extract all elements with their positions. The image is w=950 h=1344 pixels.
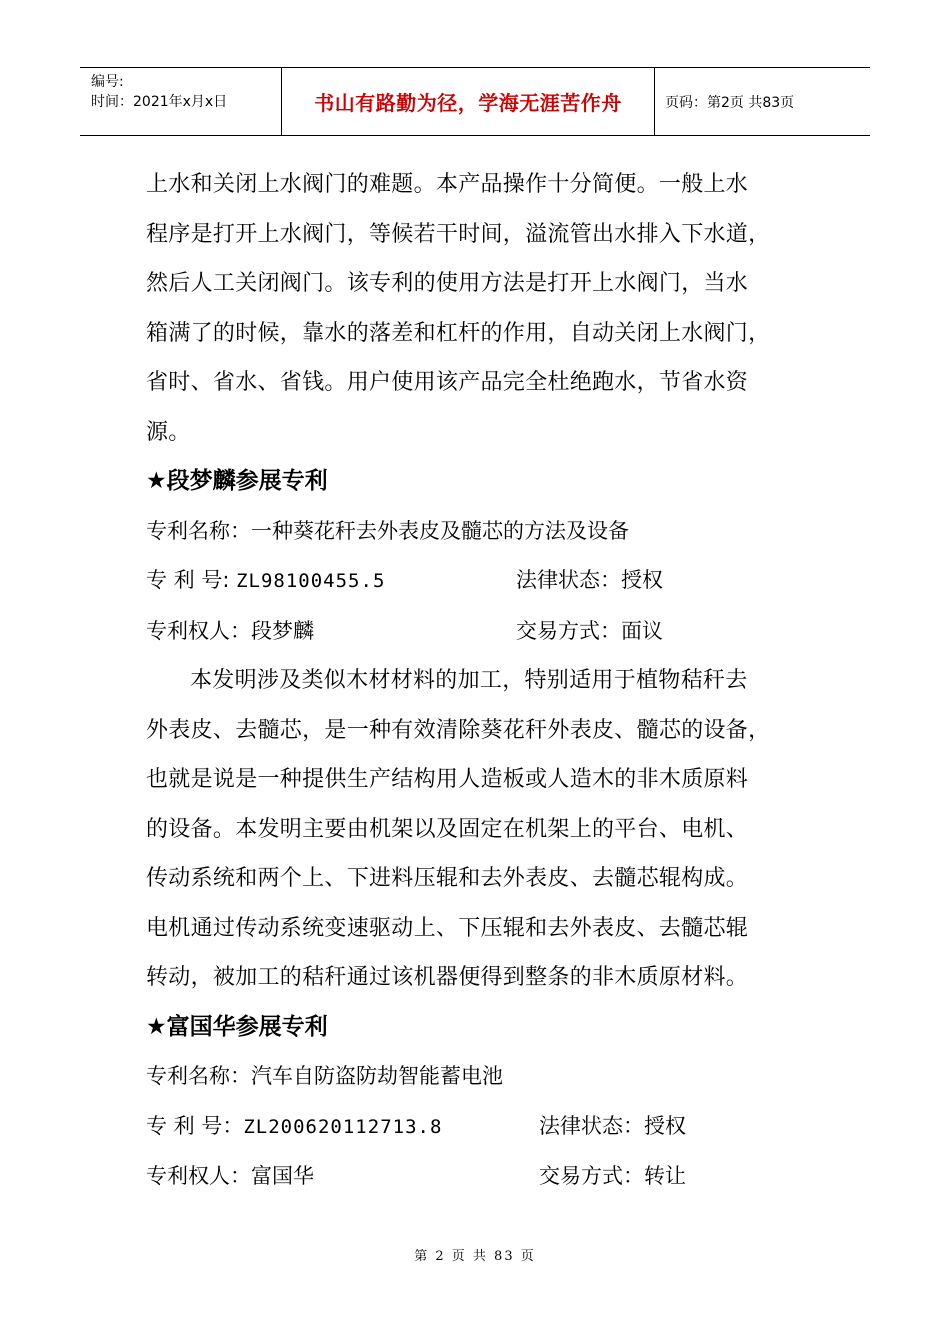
- text-line: 也就是说是一种提供生产结构用人造板或人造木的非木质原料: [146, 767, 749, 792]
- header-page-cell: [655, 68, 870, 135]
- patent-name: 专利名称：汽车自防盗防劫智能蓄电池: [146, 1064, 503, 1088]
- section-title: ★段梦麟参展专利: [146, 468, 328, 494]
- patent-number: ZL200620112713.8: [243, 1115, 443, 1138]
- legal-status: 法律状态：授权: [539, 1113, 686, 1138]
- page-content: [146, 160, 836, 1202]
- text-line: 省时、省水、省钱。用户使用该产品完全杜绝跑水，节省水资: [146, 370, 749, 395]
- document-number-label: 编号:: [91, 74, 124, 90]
- text-line: 源。: [146, 419, 191, 445]
- header-page-label: 页码：第2页 共83页: [665, 94, 795, 111]
- section-title: ★富国华参展专利: [146, 1013, 328, 1040]
- patent-owner-row: [146, 607, 836, 657]
- patent-section-fu: [146, 1003, 836, 1202]
- text-line: 电机通过传动系统变速驱动上、下压辊和去外表皮、去髓芯辊: [146, 915, 749, 941]
- patent-name: 专利名称：一种葵花秆去外表皮及髓芯的方法及设备: [146, 518, 629, 543]
- patent-number-row: [146, 556, 836, 607]
- trade-method: 交易方式：面议: [516, 618, 663, 643]
- text-line: 的设备。本发明主要由机架以及固定在机架上的平台、电机、: [146, 816, 749, 842]
- header-meta-cell: [80, 68, 282, 135]
- text-line: 转动，被加工的秸秆通过该机器便得到整条的非木质原材料。: [146, 965, 749, 990]
- header-motto: 书山有路勤为径，学海无涯苦作舟: [314, 91, 622, 115]
- page-footer: 第 2 页 共 83 页: [414, 1249, 536, 1264]
- patent-section-duan: [146, 457, 836, 1003]
- patent-number-cell: [146, 1102, 539, 1153]
- patent-number-label: 专 利 号：: [146, 1113, 244, 1138]
- text-line: 程序是打开上水阀门，等候若干时间，溢流管出水排入下水道，: [146, 221, 771, 247]
- text-line: 外表皮、去髓芯，是一种有效清除葵花秆外表皮、髓芯的设备，: [146, 717, 771, 743]
- patent-description: [146, 656, 836, 1003]
- text-line: 本发明涉及类似木材材料的加工，特别适用于植物秸秆去: [190, 668, 748, 693]
- text-line: 上水和关闭上水阀门的难题。本产品操作十分简便。一般上水: [146, 172, 749, 197]
- text-line: 传动系统和两个上、下进料压辊和去外表皮、去髓芯辊构成。: [146, 866, 749, 891]
- patent-owner-row: [146, 1152, 836, 1202]
- text-line: 然后人工关闭阀门。该专利的使用方法是打开上水阀门，当水: [146, 271, 749, 296]
- legal-status: 法律状态：授权: [516, 568, 663, 592]
- patent-number-label: 专 利 号:: [146, 568, 237, 592]
- patent-owner: 专利权人：富国华: [146, 1164, 314, 1188]
- page-header: [80, 67, 870, 136]
- trade-method: 交易方式：转让: [539, 1164, 686, 1188]
- patent-number: ZL98100455.5: [236, 570, 386, 592]
- header-motto-cell: [282, 68, 655, 135]
- patent-number-row: [146, 1102, 836, 1153]
- intro-paragraph: [146, 160, 836, 457]
- document-time-label: 时间：2021年x月x日: [91, 94, 228, 110]
- patent-number-cell: [146, 556, 516, 607]
- patent-owner: 专利权人：段梦麟: [146, 618, 314, 643]
- text-line: 箱满了的时候，靠水的落差和杠杆的作用，自动关闭上水阀门，: [146, 320, 771, 346]
